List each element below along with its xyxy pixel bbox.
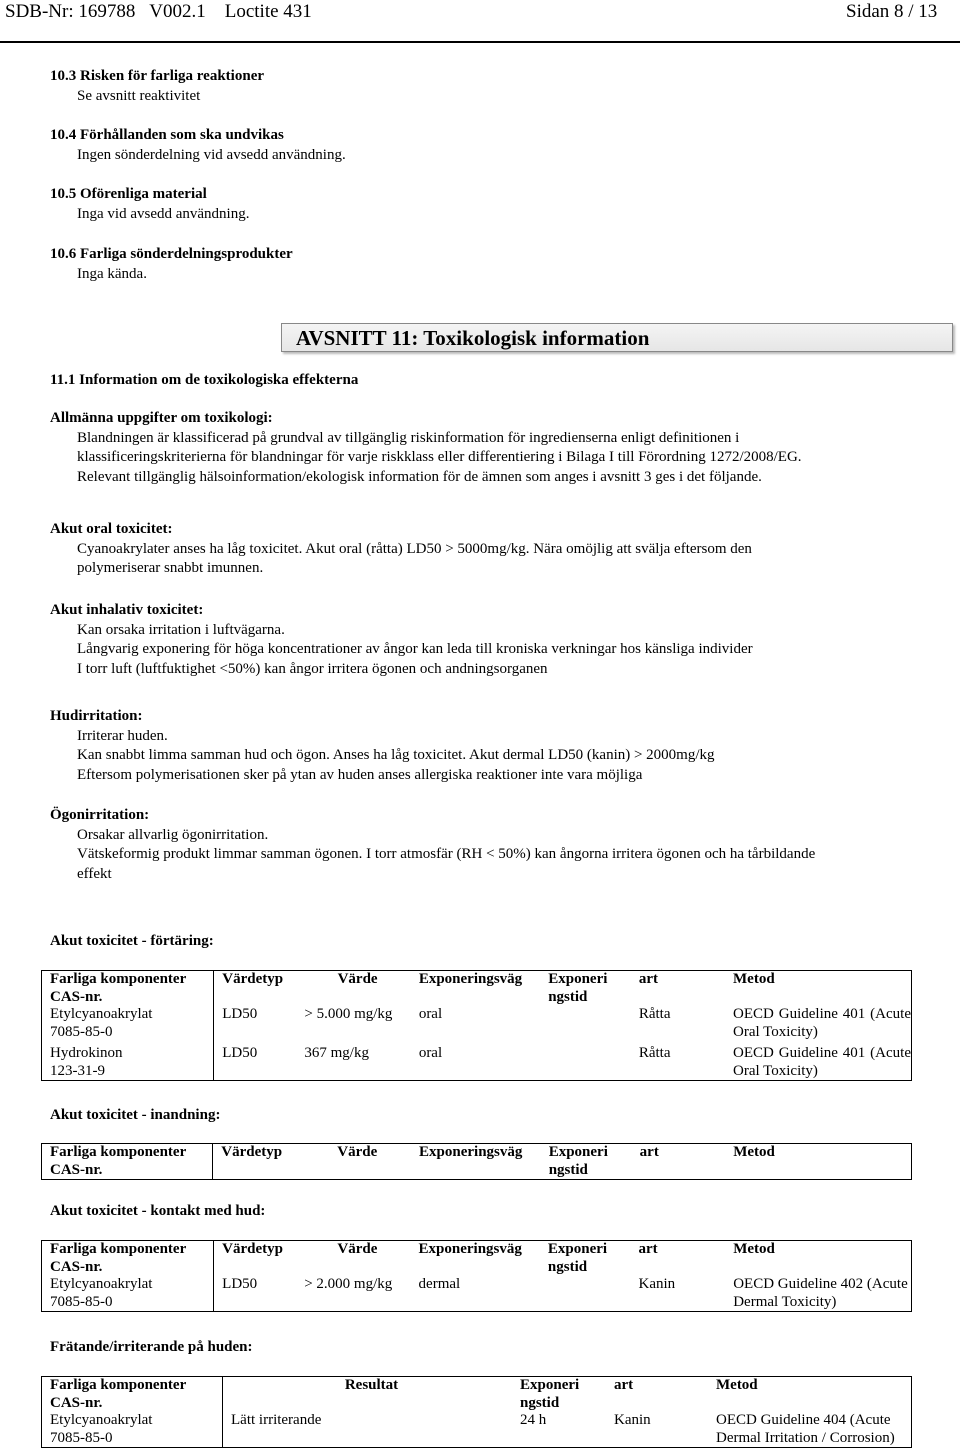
section-10-5 — [50, 185, 249, 224]
subsection-text: Se avsnitt reaktivitet — [77, 87, 201, 104]
table-dermal-toxicity — [41, 1240, 912, 1312]
table-header-row — [42, 1241, 912, 1277]
subsection-title: 10.5 Oförenliga material — [50, 186, 207, 202]
section-11-heading — [281, 323, 953, 352]
table-oral-toxicity — [41, 970, 912, 1081]
paragraph-line: polymeriserar snabbt imunnen. — [77, 560, 264, 576]
cell-species: Kanin — [631, 1276, 726, 1312]
cell-species: Kanin — [606, 1412, 708, 1448]
paragraph-line: Cyanoakrylater anses ha låg toxicitet. Akut oral (råtta) LD50 > 5000mg/kg. Nära omöjlig att svälja eftersom den — [77, 540, 752, 557]
subsection-text: Ingen sönderdelning vid avsedd användning. — [77, 146, 346, 163]
table-header-row — [42, 1144, 912, 1180]
paragraph-line: effekt — [77, 865, 112, 882]
eye-irritation — [50, 806, 815, 884]
col-header-component: Farliga komponenter CAS-nr. — [42, 1377, 223, 1413]
cell-species: Råtta — [638, 1006, 671, 1022]
cell-duration — [540, 1276, 631, 1312]
cell-value: > 2.000 mg/kg — [296, 1276, 410, 1312]
col-header-method: Metod — [725, 1241, 911, 1277]
col-header-method: Metod — [725, 1144, 911, 1180]
col-header-route: Exponeringsväg — [411, 971, 540, 1007]
cell-method: OECD Guideline 401 (Acute Oral Toxicity) — [725, 1006, 911, 1041]
cell-method: OECD Guideline 402 (Acute Dermal Toxicity) — [725, 1276, 911, 1312]
col-header-species: art — [606, 1377, 708, 1413]
paragraph-line: Relevant tillgänglig hälsoinformation/ekologisk information för de ämnen som anges i avsnitt 3 ges i det följande. — [77, 468, 762, 485]
col-header-duration: Exponeri ngstid — [512, 1377, 606, 1413]
table-dermal-title: Akut toxicitet - kontakt med hud: — [50, 1203, 266, 1219]
subsection-title: 10.4 Förhållanden som ska undvikas — [50, 127, 284, 143]
col-header-value: Värde — [296, 1241, 410, 1277]
col-header-component: Farliga komponenter CAS-nr. — [42, 1241, 214, 1277]
cell-component: Etylcyanoakrylat 7085-85-0 — [42, 1412, 223, 1448]
table-skin-corrosion — [41, 1376, 912, 1448]
table-header-row — [42, 1377, 912, 1413]
subsection-title: 10.6 Farliga sönderdelningsprodukter — [50, 246, 293, 262]
paragraph-line: Långvarig exponering för höga koncentrationer av ångor kan leda till kroniska verkningar hos känsliga individer — [77, 641, 753, 657]
col-header-method: Metod — [725, 971, 911, 1007]
col-header-method: Metod — [708, 1377, 912, 1413]
cell-route: oral — [418, 1006, 443, 1022]
cell-duration — [540, 1041, 631, 1081]
paragraph-line: Vätskeformig produkt limmar samman ögonen. I torr atmosfär (RH < 50%) kan ångorna irritera ögonen och ha tårbildande — [77, 846, 816, 862]
col-header-route: Exponeringsväg — [411, 1241, 540, 1277]
paragraph-line: Orsakar allvarlig ögonirritation. — [77, 826, 269, 843]
paragraph-line: Kan orsaka irritation i luftvägarna. — [77, 621, 285, 638]
subsection-text: Inga kända. — [77, 265, 147, 282]
col-header-species: art — [632, 1144, 726, 1180]
table-skin-corrosion-title: Frätande/irriterande på huden: — [50, 1339, 253, 1355]
header-rule — [0, 41, 960, 43]
document-id: SDB-Nr: 169788 V002.1 Loctite 431 — [5, 1, 312, 22]
section-10-3 — [50, 67, 264, 106]
acute-inhalation-toxicity — [50, 601, 753, 679]
cell-component: Etylcyanoakrylat 7085-85-0 — [42, 1276, 214, 1312]
col-header-component: Farliga komponenter CAS-nr. — [42, 1144, 213, 1180]
col-header-species: art — [631, 1241, 726, 1277]
cell-duration: 24 h — [512, 1412, 606, 1448]
cell-species: Råtta — [631, 1041, 725, 1081]
col-header-result: Resultat — [223, 1377, 513, 1413]
paragraph-line: Irriterar huden. — [77, 727, 168, 744]
cell-route: oral — [411, 1041, 540, 1081]
table-inhalation-title: Akut toxicitet - inandning: — [50, 1107, 221, 1123]
subsection-title: 10.3 Risken för farliga reaktioner — [50, 68, 265, 84]
skin-irritation — [50, 707, 715, 785]
paragraph-line: klassificeringskriterierna för blandningar för varje riskklass eller differentiering i Bilaga I till Förordning 1272/2008/EG. — [77, 449, 802, 465]
table-row — [42, 1276, 912, 1312]
cell-value: 367 mg/kg — [296, 1041, 410, 1081]
oral-title: Akut oral toxicitet: — [50, 521, 173, 537]
paragraph-line: Kan snabbt limma samman hud och ögon. Anses ha låg toxicitet. Akut dermal LD50 (kanin) > 2000mg/kg — [77, 747, 715, 763]
cell-type: LD50 — [214, 1041, 297, 1081]
table-oral-title: Akut toxicitet - förtäring: — [50, 933, 214, 949]
acute-oral-toxicity — [50, 520, 752, 579]
paragraph-line: Blandningen är klassificerad på grundval av tillgänglig riskinformation för ingredienserna enligt definitionen i — [77, 429, 740, 446]
table-row — [42, 1041, 912, 1081]
table-header-row — [42, 971, 912, 1007]
table-row — [42, 1006, 912, 1041]
table-inhalation-toxicity — [41, 1143, 912, 1180]
general-toxicology — [50, 409, 802, 487]
col-header-duration: Exponeri ngstid — [540, 971, 631, 1007]
subsection-11-1-title: 11.1 Information om de toxikologiska effekterna — [50, 372, 359, 388]
skin-title: Hudirritation: — [50, 708, 143, 724]
paragraph-line: I torr luft (luftfuktighet <50%) kan ångor irritera ögonen och andningsorganen — [77, 660, 548, 677]
col-header-value: Värde — [296, 971, 410, 1007]
subsection-text: Inga vid avsedd användning. — [77, 205, 250, 222]
cell-component: Etylcyanoakrylat 7085-85-0 — [42, 1006, 214, 1041]
col-header-type: Värdetyp — [214, 971, 297, 1007]
inhal-title: Akut inhalativ toxicitet: — [50, 602, 204, 618]
cell-component: Hydrokinon 123-31-9 — [42, 1041, 214, 1081]
page-header — [0, 0, 960, 28]
section-10-6 — [50, 245, 293, 284]
cell-value: > 5.000 mg/kg — [304, 1006, 393, 1022]
col-header-type: Värdetyp — [214, 1241, 297, 1277]
col-header-value: Värde — [296, 1144, 411, 1180]
page-number: Sidan 8 / 13 — [846, 1, 938, 22]
cell-route: dermal — [411, 1276, 540, 1312]
col-header-type: Värdetyp — [213, 1144, 296, 1180]
cell-duration — [540, 1006, 631, 1041]
col-header-component: Farliga komponenter CAS-nr. — [42, 971, 214, 1007]
cell-method: OECD Guideline 404 (Acute Dermal Irritation / Corrosion) — [708, 1412, 912, 1448]
eye-title: Ögonirritation: — [50, 807, 150, 823]
cell-type: LD50 — [214, 1276, 297, 1312]
cell-method: OECD Guideline 401 (Acute Oral Toxicity) — [725, 1041, 911, 1081]
col-header-species: art — [631, 971, 725, 1007]
cell-type: LD50 — [214, 1006, 297, 1041]
section-title: AVSNITT 11: Toxikologisk information — [296, 326, 650, 350]
cell-result: Lätt irriterande — [223, 1412, 513, 1448]
col-header-duration: Exponeri ngstid — [541, 1144, 632, 1180]
paragraph-line: Eftersom polymerisationen sker på ytan av huden anses allergiska reaktioner inte vara möjliga — [77, 766, 643, 783]
table-row — [42, 1412, 912, 1448]
section-10-4 — [50, 126, 346, 165]
col-header-route: Exponeringsväg — [411, 1144, 541, 1180]
general-title: Allmänna uppgifter om toxikologi: — [50, 410, 273, 426]
col-header-duration: Exponeri ngstid — [540, 1241, 631, 1277]
